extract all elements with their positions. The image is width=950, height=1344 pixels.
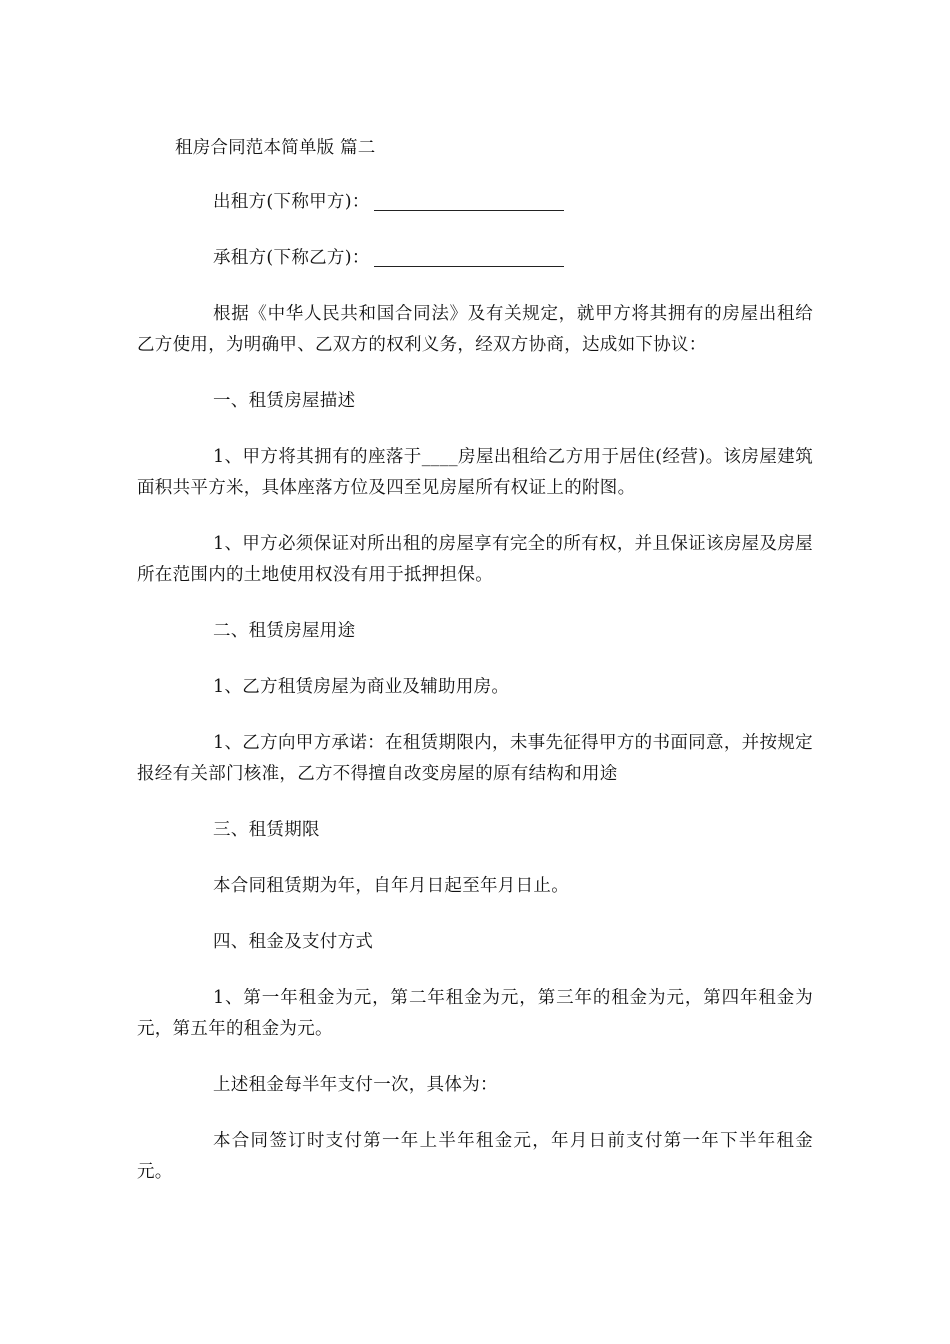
- intro-paragraph: 根据《中华人民共和国合同法》及有关规定，就甲方将其拥有的房屋出租给乙方使用，为明确甲、乙双方的权利义务，经双方协商，达成如下协议：: [137, 304, 813, 355]
- clause-paragraph: 本合同签订时支付第一年上半年租金元，年月日前支付第一年下半年租金元。: [137, 1131, 813, 1182]
- clause-paragraph: 1、第一年租金为元，第二年租金为元，第三年的租金为元，第四年租金为元，第五年的租金为元。: [137, 988, 813, 1039]
- lessor-line: [137, 187, 813, 218]
- clause-paragraph: 1、乙方向甲方承诺：在租赁期限内，未事先征得甲方的书面同意，并按规定报经有关部门核准，乙方不得擅自改变房屋的原有结构和用途: [137, 733, 813, 784]
- section-heading-3: 三、租赁期限: [213, 820, 320, 840]
- lessee-label: 承租方(下称乙方)：: [213, 248, 370, 268]
- lessee-line: [137, 243, 813, 274]
- clause-paragraph: 1、甲方必须保证对所出租的房屋享有完全的所有权，并且保证该房屋及房屋所在范围内的土地使用权没有用于抵押担保。: [137, 534, 813, 585]
- section-heading-4: 四、租金及支付方式: [213, 932, 374, 952]
- clause-paragraph: 上述租金每半年支付一次，具体为：: [213, 1075, 498, 1095]
- clause-paragraph: 1、甲方将其拥有的座落于____房屋出租给乙方用于居住(经营)。该房屋建筑面积共平方米，具体座落方位及四至见房屋所有权证上的附图。: [137, 447, 813, 498]
- clause-paragraph: 1、乙方租赁房屋为商业及辅助用房。: [213, 677, 510, 697]
- lessor-label: 出租方(下称甲方)：: [213, 192, 370, 212]
- clause-paragraph: 本合同租赁期为年，自年月日起至年月日止。: [213, 876, 569, 896]
- document-body: [137, 133, 813, 1213]
- section-heading-1: 一、租赁房屋描述: [213, 391, 356, 411]
- lessee-blank: [374, 246, 564, 267]
- lessor-blank: [374, 190, 564, 211]
- document-title: 租房合同范本简单版 篇二: [175, 138, 376, 158]
- section-heading-2: 二、租赁房屋用途: [213, 621, 356, 641]
